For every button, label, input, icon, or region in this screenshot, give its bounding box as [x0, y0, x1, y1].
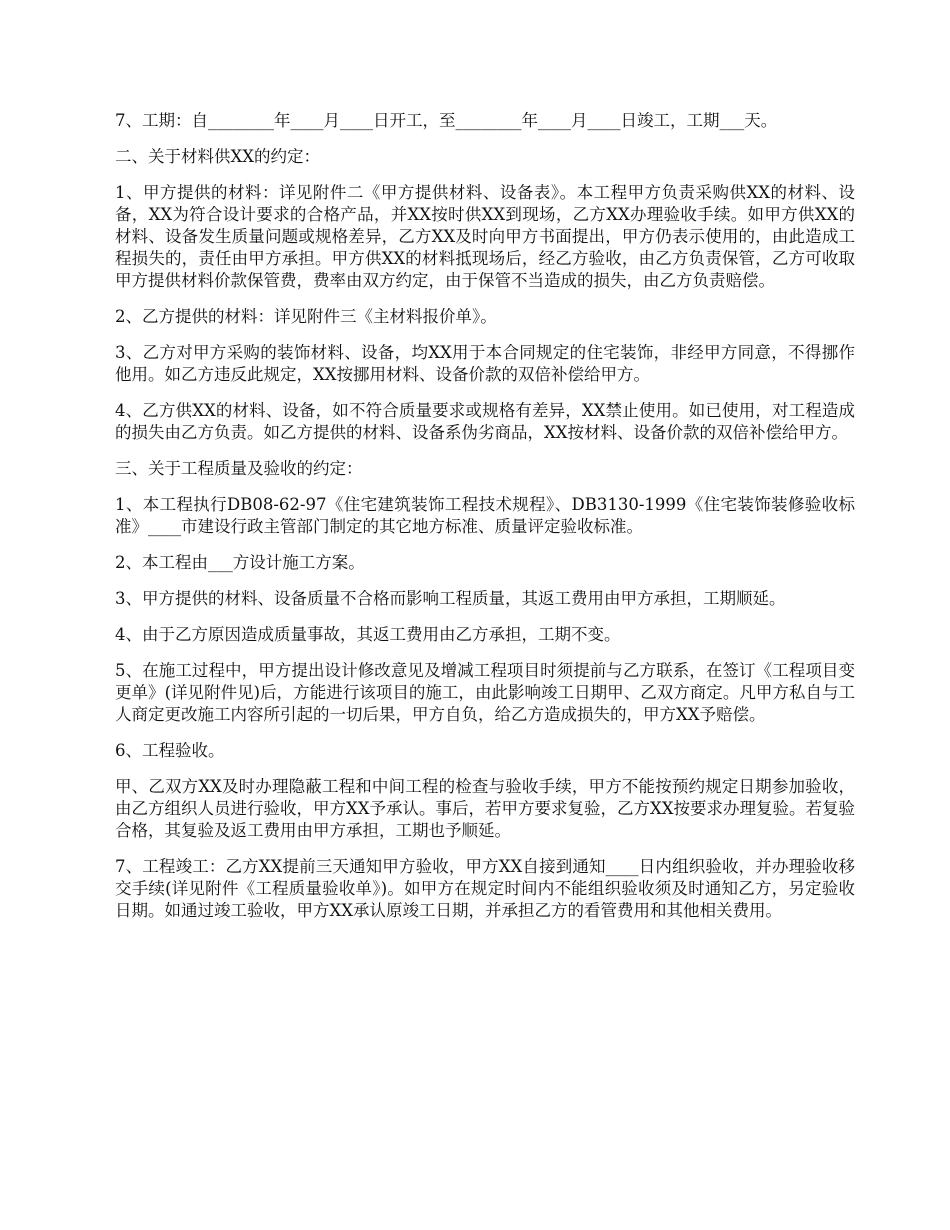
- paragraph-acceptance-heading: 6、工程验收。: [115, 741, 225, 760]
- paragraph-construction-period: 7、工期：自________年____月____日开工，至________年____月____日竣工，工期___天。: [115, 111, 778, 130]
- paragraph-standards: 1、本工程执行DB08-62-97《住宅建筑装饰工程技术规程》、DB3130-1999《住宅装饰装修验收标准》____市建设行政主管部门制定的其它地方标准、质量评定验收标准。: [115, 495, 855, 536]
- paragraph-party-a-materials: 1、甲方提供的材料：详见附件二《甲方提供材料、设备表》。本工程甲方负责采购供XX的材料、设备，XX为符合设计要求的合格产品，并XX按时供XX到现场，乙方XX办理验收手续。如甲方供XX的材料、设备发生质量问题或规格差异，乙方XX及时向甲方书面提出，甲方仍表示使用的，由此造成工程损失的，责任由甲方承担。甲方供XX的材料抵现场后，经乙方验收，由乙方负责保管，乙方可收取甲方提供材料价款保管费，费率由双方约定，由于保管不当造成的损失，由乙方负责赔偿。: [115, 183, 855, 290]
- paragraph-material-quality: 4、乙方供XX的材料、设备，如不符合质量要求或规格有差异，XX禁止使用。如已使用，对工程造成的损失由乙方负责。如乙方提供的材料、设备系伪劣商品，XX按材料、设备价款的双倍补偿给甲方。: [115, 401, 855, 442]
- section-heading-materials: 二、关于材料供XX的约定：: [115, 147, 320, 166]
- paragraph-design-changes: 5、在施工过程中，甲方提出设计修改意见及增减工程项目时须提前与乙方联系，在签订《工程项目变更单》(详见附件见)后，方能进行该项目的施工，由此影响竣工日期甲、乙双方商定。凡甲方私自与工人商定更改施工内容所引起的一切后果，甲方自负，给乙方造成损失的，甲方XX予赔偿。: [115, 661, 855, 724]
- paragraph-completion: 7、工程竣工：乙方XX提前三天通知甲方验收，甲方XX自接到通知____日内组织验收，并办理验收移交手续(详见附件《工程质量验收单》)。如甲方在规定时间内不能组织验收须及时通知乙方，另定验收日期。如通过竣工验收，甲方XX承认原竣工日期，并承担乙方的看管费用和其他相关费用。: [115, 857, 855, 920]
- document-body: [115, 110, 855, 936]
- section-heading-quality: 三、关于工程质量及验收的约定：: [115, 459, 363, 478]
- paragraph-party-b-materials: 2、乙方提供的材料：详见附件三《主材料报价单》。: [115, 307, 497, 326]
- paragraph-inspection: 甲、乙双方XX及时办理隐蔽工程和中间工程的检查与验收手续，甲方不能按预约规定日期参加验收，由乙方组织人员进行验收，甲方XX予承认。事后，若甲方要求复验，乙方XX按要求办理复验。若复验合格，其复验及返工费用由甲方承担，工期也予顺延。: [115, 777, 855, 840]
- paragraph-rework-party-a: 3、甲方提供的材料、设备质量不合格而影响工程质量，其返工费用由甲方承担，工期顺延。: [115, 589, 786, 608]
- paragraph-material-usage: 3、乙方对甲方采购的装饰材料、设备，均XX用于本合同规定的住宅装饰，非经甲方同意，不得挪作他用。如乙方违反此规定，XX按挪用材料、设备价款的双倍补偿给甲方。: [115, 343, 855, 384]
- paragraph-rework-party-b: 4、由于乙方原因造成质量事故，其返工费用由乙方承担，工期不变。: [115, 625, 621, 644]
- paragraph-design-plan: 2、本工程由___方设计施工方案。: [115, 553, 365, 572]
